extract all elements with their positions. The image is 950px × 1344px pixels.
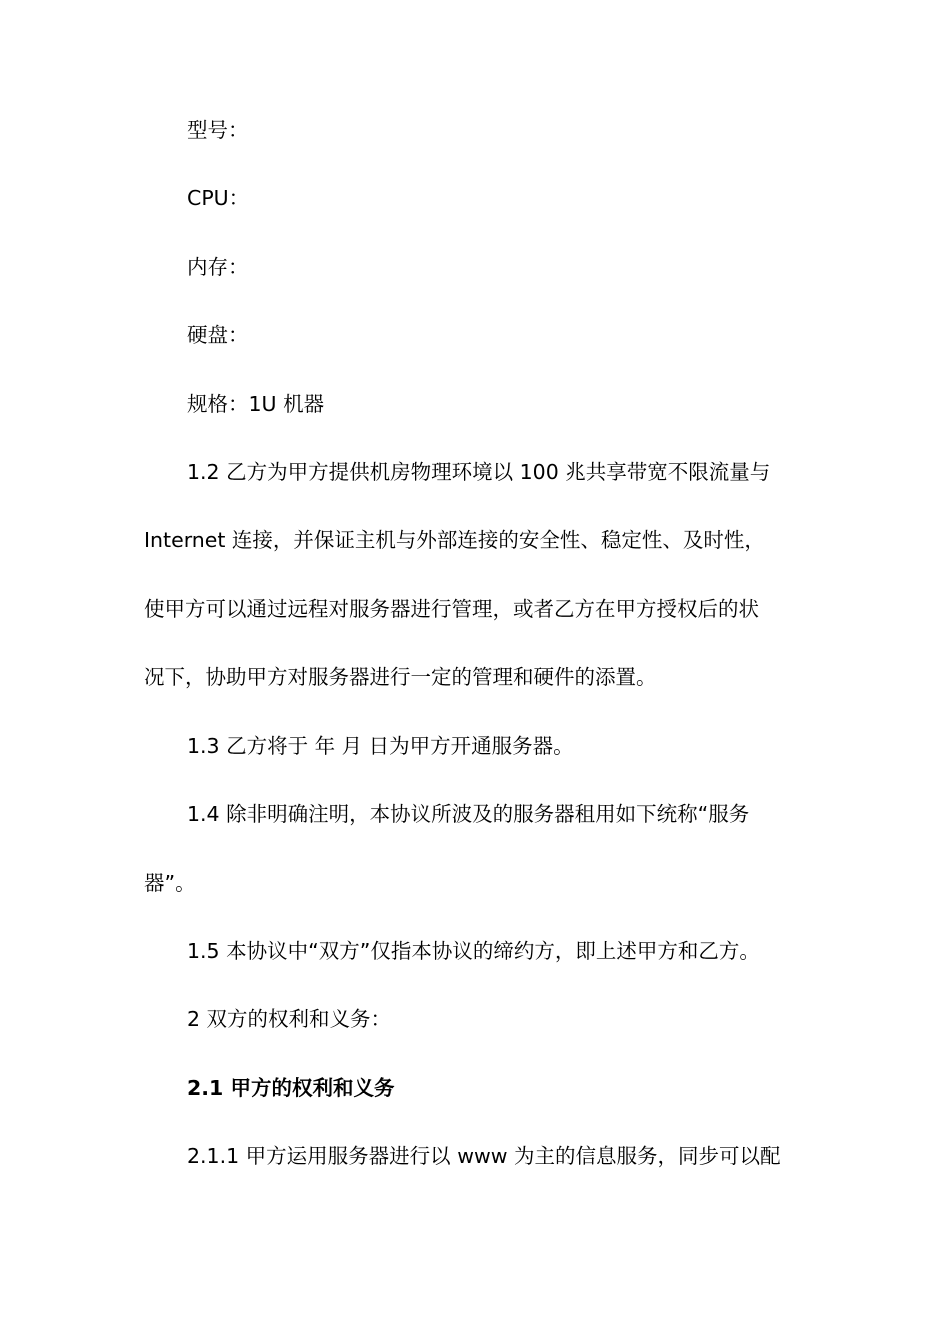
spec-model: 型号： <box>187 118 249 142</box>
spec-cpu: CPU： <box>187 186 250 210</box>
clause-1-5: 1.5 本协议中“双方”仅指本协议的缔约方，即上述甲方和乙方。 <box>187 939 760 963</box>
section-2-1-heading: 2.1 甲方的权利和义务 <box>187 1076 395 1100</box>
spec-disk: 硬盘： <box>187 323 249 347</box>
clause-1-2-line-1: 1.2 乙方为甲方提供机房物理环境以 100 兆共享带宽不限流量与 <box>187 460 771 484</box>
clause-1-4-line-2: 器”。 <box>144 871 196 895</box>
clause-1-3: 1.3 乙方将于 年 月 日为甲方开通服务器。 <box>187 734 574 758</box>
spec-format: 规格：1U 机器 <box>187 392 325 416</box>
clause-1-4-line-1: 1.4 除非明确注明，本协议所波及的服务器租用如下统称“服务 <box>187 802 750 826</box>
clause-1-2-line-3: 使甲方可以通过远程对服务器进行管理，或者乙方在甲方授权后的状 <box>144 597 759 621</box>
clause-2-1-1-line-1: 2.1.1 甲方运用服务器进行以 www 为主的信息服务，同步可以配 <box>187 1144 781 1168</box>
section-2-heading: 2 双方的权利和义务： <box>187 1007 392 1031</box>
clause-1-2-line-2: Internet 连接，并保证主机与外部连接的安全性、稳定性、及时性， <box>144 528 765 552</box>
spec-memory: 内存： <box>187 255 249 279</box>
clause-1-2-line-4: 况下，协助甲方对服务器进行一定的管理和硬件的添置。 <box>144 665 657 689</box>
